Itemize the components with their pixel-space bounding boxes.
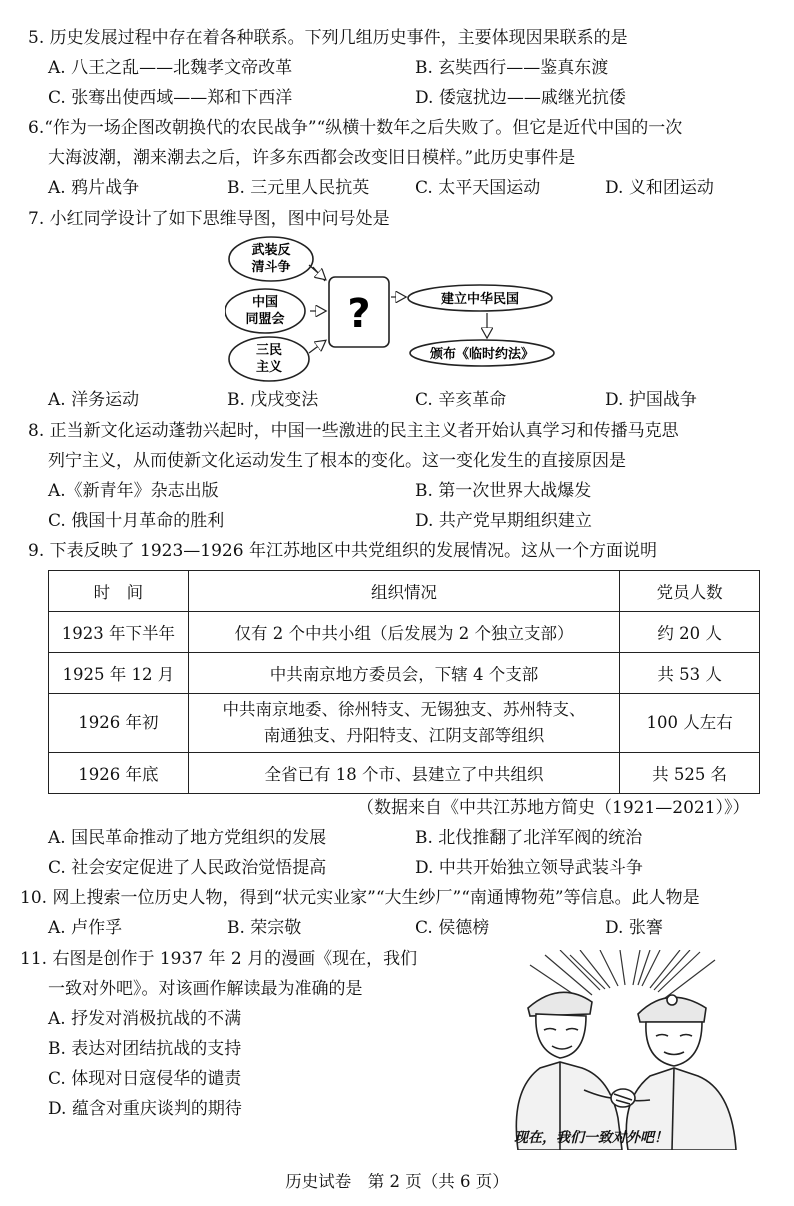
q6-option-a: A. 鸦片战争 [48,178,140,198]
q5-stem: 5. 历史发展过程中存在着各种联系。下列几组历史事件，主要体现因果联系的是 [28,28,628,48]
q10-option-a: A. 卢作孚 [48,918,123,938]
table-cell-members: 100 人左右 [620,694,760,753]
q11-option-c: C. 体现对日寇侵华的谴责 [48,1069,242,1089]
table-row [49,694,760,753]
mindmap-node1-line2: 清斗争 [251,260,291,275]
q9-source-note: （数据来自《中共江苏地方简史（1921—2021）》） [357,798,750,818]
q11-stem-line2: 一致对外吧》。对该画作解读最为准确的是 [48,979,363,999]
q8-option-b: B. 第一次世界大战爆发 [415,481,592,501]
table-cell-organization-line1: 中共南京地委、徐州特支、无锡独支、苏州特支、 [222,700,586,719]
page-footer: 历史试卷 第 2 页（共 6 页） [285,1172,509,1191]
q9-option-c: C. 社会安定促进了人民政治觉悟提高 [48,858,327,878]
mindmap-result2-label: 颁布《临时约法》 [429,347,535,362]
q5-option-d: D. 倭寇扰边——戚继光抗倭 [415,88,626,108]
cartoon-caption: 现在，我们一致对外吧！ [514,1130,668,1146]
q6-option-b: B. 三元里人民抗英 [227,178,370,198]
table-header-time: 时 间 [49,571,189,612]
q10-option-b: B. 荣宗敬 [227,918,302,938]
table-cell-organization: 全省已有 18 个市、县建立了中共组织 [188,753,619,794]
q8-option-d: D. 共产党早期组织建立 [415,511,592,531]
party-development-table [48,570,760,794]
mindmap-node3-line2: 主义 [255,360,283,375]
mindmap-node3-line1: 三民 [255,343,283,358]
q8-option-c: C. 俄国十月革命的胜利 [48,511,225,531]
q11-stem-line1: 11. 右图是创作于 1937 年 2 月的漫画《现在，我们 [20,949,418,969]
table-header-members: 党员人数 [620,571,760,612]
table-cell-time: 1926 年初 [49,694,189,753]
q6-stem-line2: 大海波潮，潮来潮去之后，许多东西都会改变旧日模样。”此历史事件是 [48,148,576,168]
q9-stem: 9. 下表反映了 1923—1926 年江苏地区中共党组织的发展情况。这从一个方面说明 [28,541,657,561]
mindmap-node1-line1: 武装反 [251,243,291,258]
table-cell-organization-line2: 南通独支、丹阳特支、江阴支部等组织 [263,726,545,745]
q5-option-a: A. 八王之乱——北魏孝文帝改革 [48,58,293,78]
q5-option-b: B. 玄奘西行——鉴真东渡 [415,58,609,78]
q10-option-c: C. 侯德榜 [415,918,490,938]
table-row [49,653,760,694]
mindmap-question-mark: ? [347,291,371,337]
table-row [49,753,760,794]
table-header-organization: 组织情况 [188,571,619,612]
table-row [49,612,760,653]
q8-option-a: A.《新青年》杂志出版 [48,481,219,501]
table-cell-members: 共 525 名 [620,753,760,794]
table-cell-organization: 仅有 2 个中共小组（后发展为 2 个独立支部） [188,612,619,653]
table-cell-time: 1923 年下半年 [49,612,189,653]
q7-option-c: C. 辛亥革命 [415,390,507,410]
q6-option-d: D. 义和团运动 [605,178,714,198]
q11-option-d: D. 蕴含对重庆谈判的期待 [48,1099,242,1119]
table-cell-members: 共 53 人 [620,653,760,694]
q7-option-a: A. 洋务运动 [48,390,140,410]
q8-stem-line2: 列宁主义，从而使新文化运动发生了根本的变化。这一变化发生的直接原因是 [48,451,626,471]
q7-stem: 7. 小红同学设计了如下思维导图，图中问号处是 [28,209,390,229]
table-cell-time: 1925 年 12 月 [49,653,189,694]
q10-stem: 10. 网上搜索一位历史人物，得到“状元实业家”“大生纱厂”“南通博物苑”等信息。此人物是 [20,888,700,908]
mindmap-node2-line2: 同盟会 [245,312,285,327]
q5-option-c: C. 张骞出使西域——郑和下西洋 [48,88,293,108]
table-cell-organization: 中共南京地方委员会，下辖 4 个支部 [188,653,619,694]
q8-stem-line1: 8. 正当新文化运动蓬勃兴起时，中国一些激进的民主主义者开始认真学习和传播马克思 [28,421,679,441]
q11-option-b: B. 表达对团结抗战的支持 [48,1039,242,1059]
table-cell-organization [188,694,619,753]
mind-map-diagram [225,235,565,385]
q7-option-d: D. 护国战争 [605,390,697,410]
cartoon-handshake-image [500,950,745,1150]
q9-option-d: D. 中共开始独立领导武装斗争 [415,858,643,878]
table-cell-members: 约 20 人 [620,612,760,653]
q9-option-b: B. 北伐推翻了北洋军阀的统治 [415,828,643,848]
q9-option-a: A. 国民革命推动了地方党组织的发展 [48,828,327,848]
table-cell-time: 1926 年底 [49,753,189,794]
mindmap-node2-line1: 中国 [251,295,279,310]
mindmap-result1-label: 建立中华民国 [440,292,520,307]
q11-option-a: A. 抒发对消极抗战的不满 [48,1009,242,1029]
q6-option-c: C. 太平天国运动 [415,178,541,198]
q6-stem-line1: 6.“作为一场企图改朝换代的农民战争”“纵横十数年之后失败了。但它是近代中国的一次 [28,118,683,138]
q7-option-b: B. 戊戌变法 [227,390,319,410]
q10-option-d: D. 张謇 [605,918,663,938]
